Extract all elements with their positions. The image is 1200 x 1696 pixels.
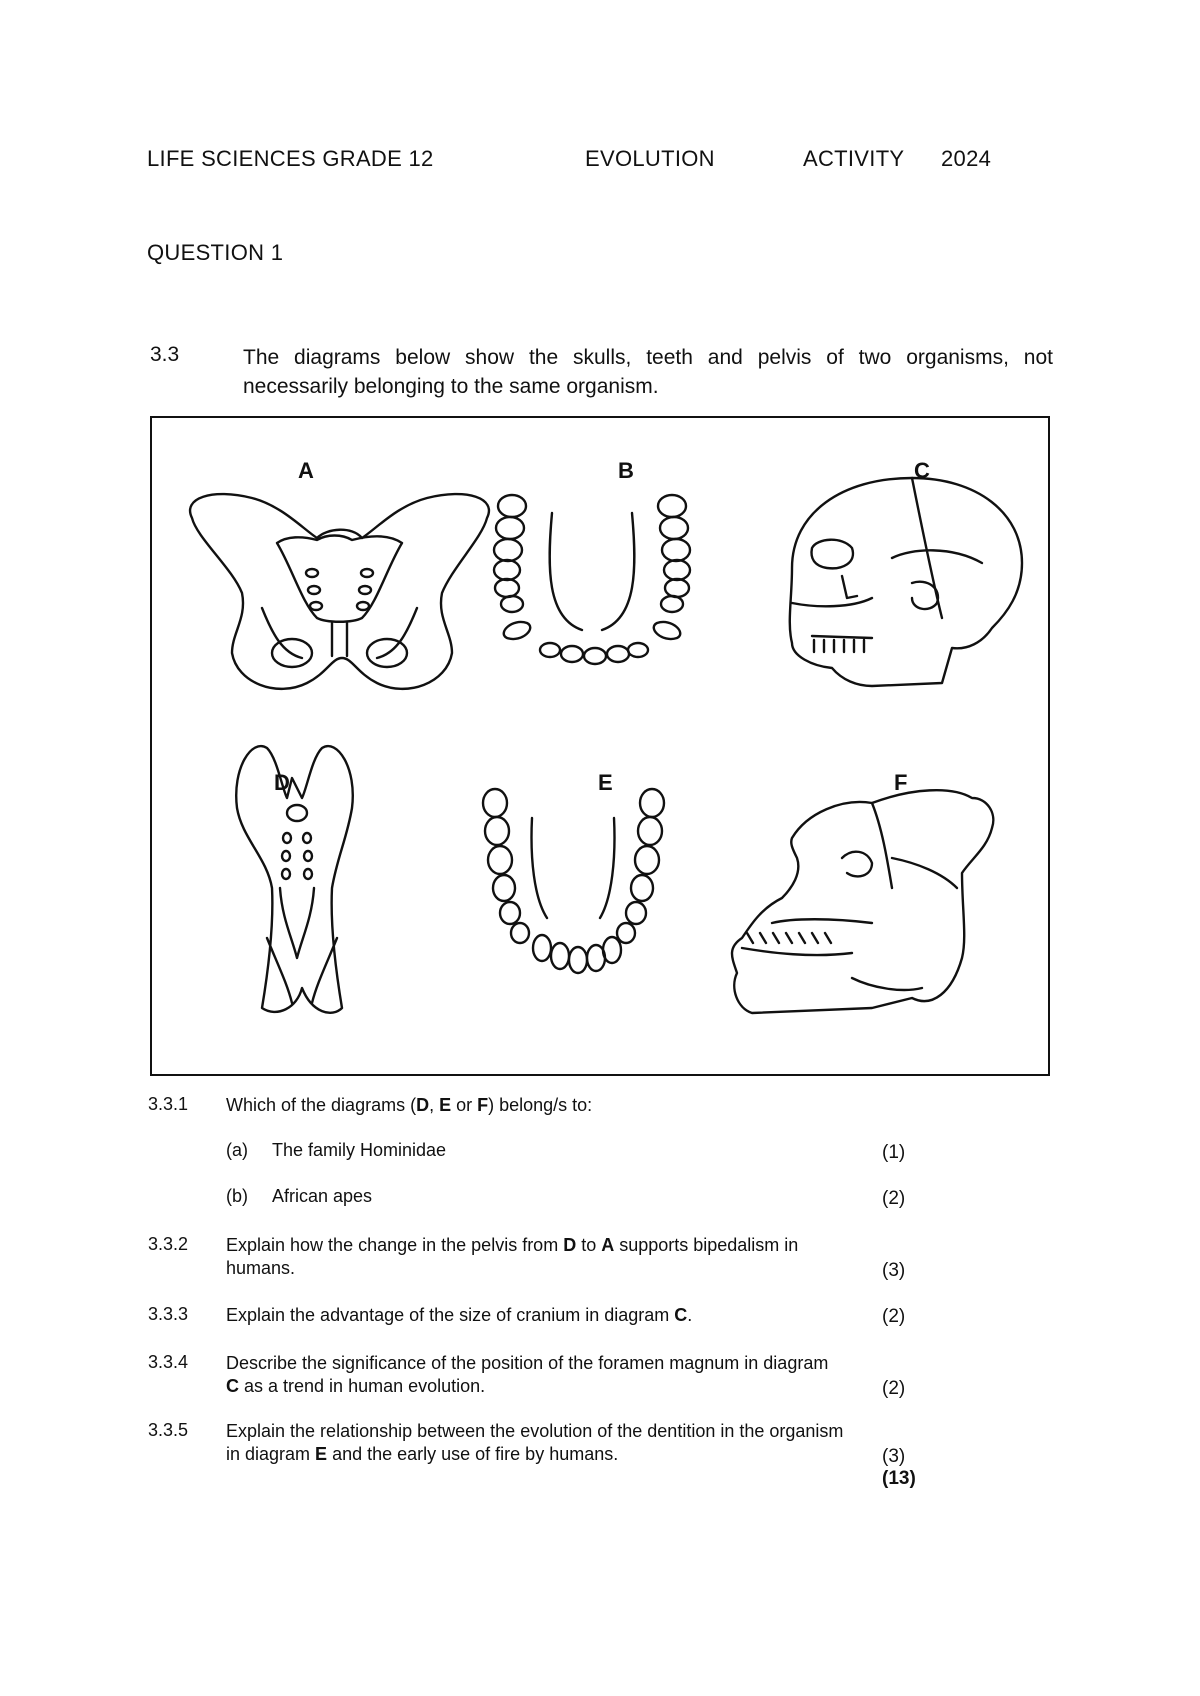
q332-text: Explain how the change in the pelvis from D to A supports bipedalism in humans. xyxy=(226,1235,799,1278)
q333-number: 3.3.3 xyxy=(148,1304,189,1324)
header-activity: ACTIVITY xyxy=(803,146,905,171)
q331-number: 3.3.1 xyxy=(148,1094,189,1114)
q335-text: Explain the relationship between the evolution of the dentition in the organism in diagram E and the early use of fire by humans. xyxy=(226,1421,844,1464)
q334-marks: (2) xyxy=(882,1378,906,1399)
figure-diagrams xyxy=(152,418,1048,1074)
q334-number: 3.3.4 xyxy=(148,1352,189,1372)
header-subject: LIFE SCIENCES GRADE 12 xyxy=(147,146,434,171)
figure-box xyxy=(150,416,1050,1076)
label-b: B xyxy=(618,458,634,483)
question-title: QUESTION 1 xyxy=(147,240,284,265)
label-f: F xyxy=(894,770,908,795)
q331-text: Which of the diagrams (D, E or F) belong/s to: xyxy=(226,1095,593,1115)
q333-text: Explain the advantage of the size of cranium in diagram C. xyxy=(226,1305,693,1325)
human-teeth-drawing xyxy=(494,495,690,664)
q334-text: Describe the significance of the position of the foramen magnum in diagram C as a trend in human evolution. xyxy=(226,1353,829,1396)
human-pelvis-drawing xyxy=(190,494,489,689)
ape-pelvis-drawing xyxy=(236,746,353,1013)
label-d: D xyxy=(274,770,290,795)
total-marks: (13) xyxy=(882,1468,916,1489)
q335-number: 3.3.5 xyxy=(148,1420,189,1440)
ape-teeth-drawing xyxy=(483,789,664,973)
label-a: A xyxy=(298,458,314,483)
intro-text: The diagrams below show the skulls, teeth and pelvis of two organisms, not necessarily belonging to the same organism. xyxy=(243,346,1053,398)
header-year: 2024 xyxy=(941,146,992,171)
q331-a-letter: (a) xyxy=(226,1140,248,1160)
human-skull-drawing xyxy=(790,478,1022,686)
ape-skull-drawing xyxy=(732,790,993,1013)
label-e: E xyxy=(598,770,613,795)
q331-a-text: The family Hominidae xyxy=(272,1140,447,1160)
header-topic: EVOLUTION xyxy=(585,146,715,171)
q335-marks: (3) xyxy=(882,1446,906,1467)
q331-b-text: African apes xyxy=(272,1186,373,1206)
q332-number: 3.3.2 xyxy=(148,1234,189,1254)
q331-b-letter: (b) xyxy=(226,1186,248,1206)
intro-number: 3.3 xyxy=(150,343,180,366)
q331-a-marks: (1) xyxy=(882,1142,906,1163)
q332-marks: (3) xyxy=(882,1260,906,1281)
q331-b-marks: (2) xyxy=(882,1188,906,1209)
label-c: C xyxy=(914,458,930,483)
q333-marks: (2) xyxy=(882,1306,906,1327)
